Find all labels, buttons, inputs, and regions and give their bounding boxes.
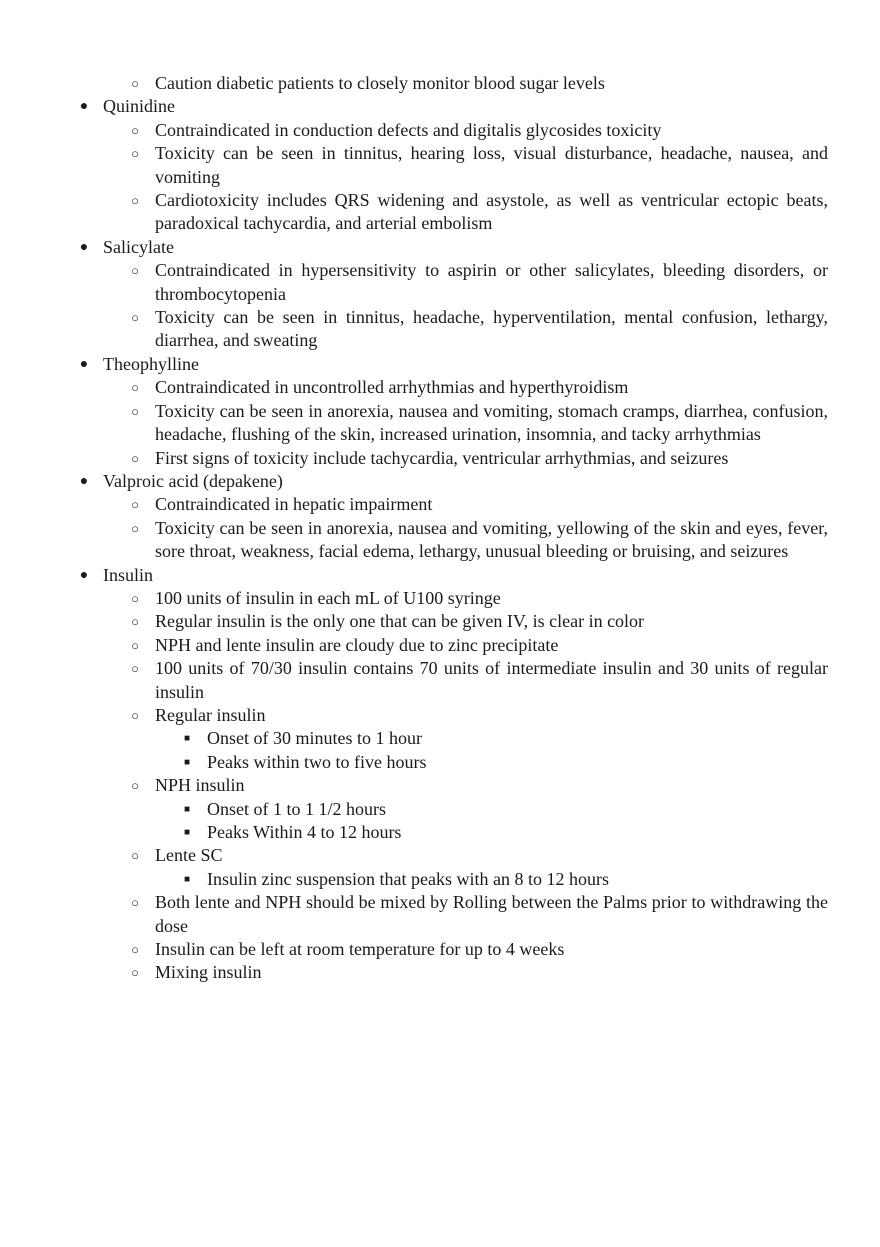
list-item-level-2 xyxy=(0,400,880,447)
bullet-circle-icon: ○ xyxy=(131,193,139,209)
list-item-level-2 xyxy=(0,961,880,984)
list-item-level-2 xyxy=(0,587,880,610)
bullet-circle-icon: ○ xyxy=(131,895,139,911)
list-item-level-2 xyxy=(0,306,880,353)
bullet-square-icon: ■ xyxy=(183,733,191,745)
list-item-level-3 xyxy=(0,868,880,891)
list-item-level-2 xyxy=(0,634,880,657)
list-item-level-1 xyxy=(0,470,880,493)
list-item-level-2 xyxy=(0,704,880,727)
list-item-text: Mixing insulin xyxy=(155,962,262,983)
bullet-circle-icon: ○ xyxy=(131,942,139,958)
list-item-text: NPH insulin xyxy=(155,775,245,796)
list-item-text: Toxicity can be seen in anorexia, nausea and vomiting, yellowing of the skin and eyes, fever, sore throat, weakness, facial edema, lethargy, unusual bleeding or bruising, and seizures xyxy=(155,517,828,562)
bullet-square-icon: ■ xyxy=(183,873,191,885)
list-item-level-2 xyxy=(0,189,880,236)
list-item-text: Contraindicated in uncontrolled arrhythmias and hyperthyroidism xyxy=(155,377,629,398)
bullet-square-icon: ■ xyxy=(183,803,191,815)
list-item-text: NPH and lente insulin are cloudy due to zinc precipitate xyxy=(155,634,559,655)
list-item-text: Theophylline xyxy=(103,353,199,374)
list-item-level-3 xyxy=(0,751,880,774)
bullet-circle-icon: ○ xyxy=(131,848,139,864)
list-item-text: 100 units of 70/30 insulin contains 70 units of intermediate insulin and 30 units of regular insulin xyxy=(155,658,828,702)
list-item-level-3 xyxy=(0,821,880,844)
list-item-level-2 xyxy=(0,493,880,516)
bullet-circle-icon: ○ xyxy=(131,778,139,794)
list-item-text: Contraindicated in conduction defects and digitalis glycosides toxicity xyxy=(155,119,662,140)
list-item-text: First signs of toxicity include tachycardia, ventricular arrhythmias, and seizures xyxy=(155,447,729,468)
list-item-level-1 xyxy=(0,353,880,376)
bullet-circle-icon: ○ xyxy=(131,707,139,723)
list-item-text: Contraindicated in hypersensitivity to aspirin or other salicylates, bleeding disorders, or thrombocytopenia xyxy=(155,260,828,304)
list-item-level-1 xyxy=(0,236,880,259)
list-item-text: Toxicity can be seen in anorexia, nausea and vomiting, stomach cramps, diarrhea, confusion, headache, flushing of the skin, increased urination, insomnia, and tacky arrhythmias xyxy=(155,400,828,445)
list-item-text: Valproic acid (depakene) xyxy=(103,470,283,491)
list-item-level-2 xyxy=(0,891,880,938)
list-item-level-2 xyxy=(0,610,880,633)
list-item-level-2 xyxy=(0,259,880,306)
bullet-circle-icon: ○ xyxy=(131,450,139,466)
bullet-circle-icon: ○ xyxy=(131,637,139,653)
list-item-level-3 xyxy=(0,727,880,750)
list-item-level-2 xyxy=(0,142,880,189)
list-item-text: 100 units of insulin in each mL of U100 syringe xyxy=(155,587,501,608)
list-item-text: Toxicity can be seen in tinnitus, headache, hyperventilation, mental confusion, lethargy, diarrhea, and sweating xyxy=(155,307,828,351)
list-item-level-2 xyxy=(0,376,880,399)
list-item-level-2 xyxy=(0,72,880,95)
bullet-disc-icon: ● xyxy=(79,239,89,255)
list-item-text: Insulin can be left at room temperature for up to 4 weeks xyxy=(155,939,565,960)
list-item-text: Onset of 1 to 1 1/2 hours xyxy=(207,798,386,819)
list-item-level-2 xyxy=(0,657,880,704)
list-item-level-2 xyxy=(0,119,880,142)
bullet-circle-icon: ○ xyxy=(131,661,139,677)
bullet-square-icon: ■ xyxy=(183,827,191,838)
list-item-level-2 xyxy=(0,844,880,867)
bullet-disc-icon: ● xyxy=(79,356,89,372)
list-item-text: Regular insulin xyxy=(155,704,266,725)
bullet-disc-icon: ● xyxy=(79,567,89,583)
list-item-text: Salicylate xyxy=(103,236,174,257)
bullet-circle-icon: ○ xyxy=(131,263,139,279)
list-item-text: Regular insulin is the only one that can be given IV, is clear in color xyxy=(155,611,645,632)
list-item-text: Toxicity can be seen in tinnitus, hearing loss, visual disturbance, headache, nausea, and vomiting xyxy=(155,143,828,187)
list-item-text: Peaks Within 4 to 12 hours xyxy=(207,822,402,842)
list-item-level-1 xyxy=(0,95,880,118)
list-item-level-2 xyxy=(0,447,880,470)
bullet-circle-icon: ○ xyxy=(131,520,139,536)
list-item-text: Onset of 30 minutes to 1 hour xyxy=(207,728,422,749)
list-item-text: Caution diabetic patients to closely monitor blood sugar levels xyxy=(155,73,605,93)
list-item-text: Quinidine xyxy=(103,96,175,117)
list-item-level-1 xyxy=(0,564,880,587)
list-item-text: Insulin zinc suspension that peaks with an 8 to 12 hours xyxy=(207,868,609,889)
bullet-circle-icon: ○ xyxy=(131,497,139,513)
bullet-disc-icon: ● xyxy=(79,99,89,115)
list-item-level-3 xyxy=(0,798,880,821)
list-item-text: Insulin xyxy=(103,564,154,585)
bullet-circle-icon: ○ xyxy=(131,76,139,91)
list-item-level-2 xyxy=(0,938,880,961)
list-item-text: Lente SC xyxy=(155,845,223,866)
list-item-text: Contraindicated in hepatic impairment xyxy=(155,494,433,515)
bullet-circle-icon: ○ xyxy=(131,614,139,630)
list-item-level-2 xyxy=(0,517,880,564)
list-item-text: Cardiotoxicity includes QRS widening and asystole, as well as ventricular ectopic beats, paradoxical tachycardia, and arterial embolism xyxy=(155,190,828,234)
bullet-circle-icon: ○ xyxy=(131,122,139,138)
bullet-circle-icon: ○ xyxy=(131,965,139,981)
bullet-disc-icon: ● xyxy=(79,473,89,489)
bullet-circle-icon: ○ xyxy=(131,146,139,162)
list-item-text: Both lente and NPH should be mixed by Rolling between the Palms prior to withdrawing the dose xyxy=(155,892,828,936)
bullet-circle-icon: ○ xyxy=(131,590,139,606)
bullet-circle-icon: ○ xyxy=(131,310,139,326)
list-item-level-2 xyxy=(0,774,880,797)
document-page xyxy=(0,72,880,985)
bullet-circle-icon: ○ xyxy=(131,403,139,419)
list-item-text: Peaks within two to five hours xyxy=(207,751,427,772)
bullet-square-icon: ■ xyxy=(183,756,191,768)
bullet-circle-icon: ○ xyxy=(131,380,139,396)
